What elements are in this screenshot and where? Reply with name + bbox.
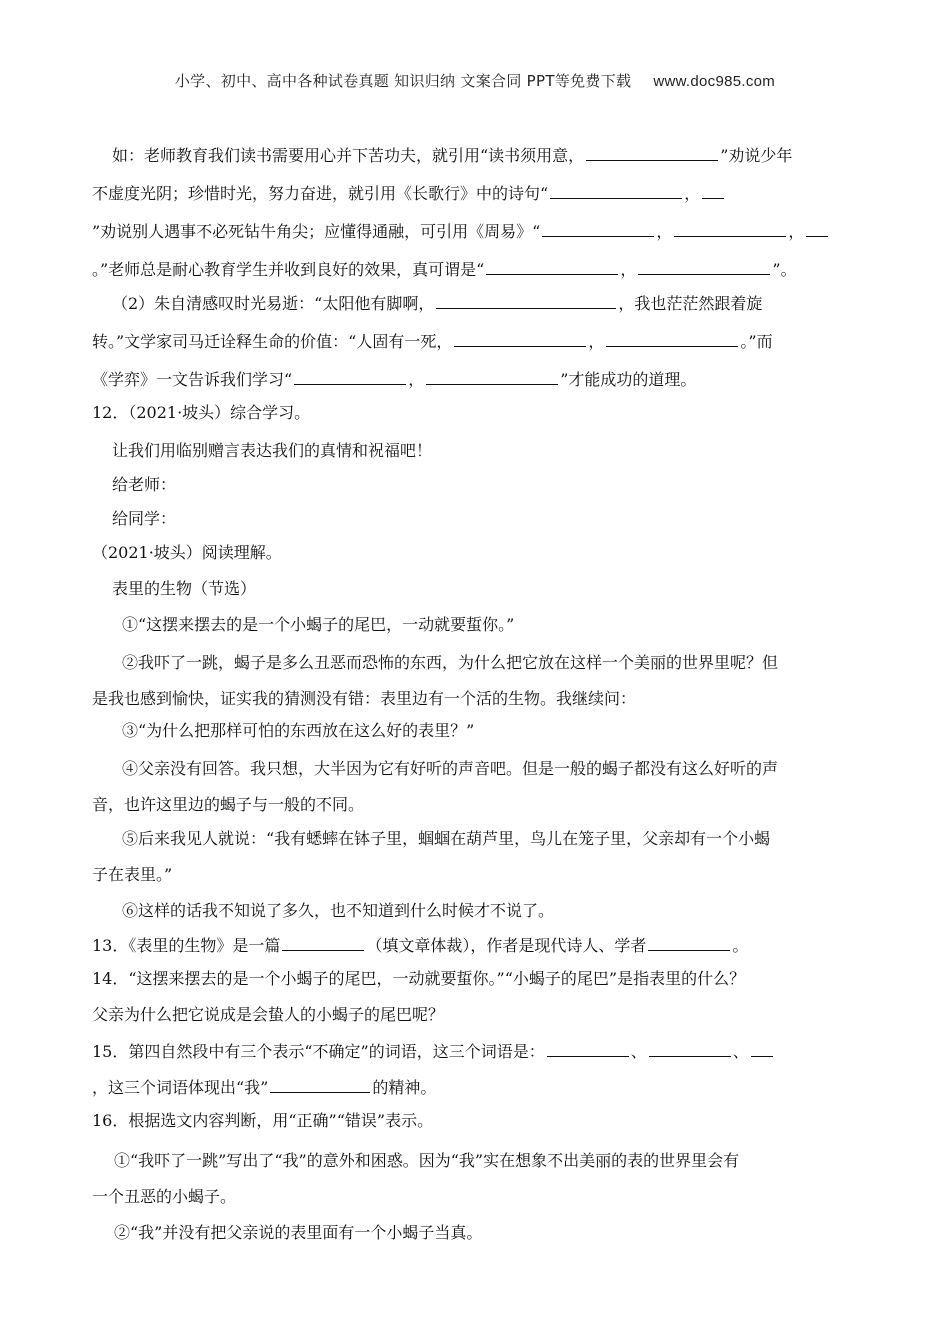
text-span: ， — [408, 370, 425, 389]
text-line — [92, 182, 872, 205]
passage-paragraph: ⑥这样的话我不知说了多久，也不知道到什么时候才不说了。 — [122, 901, 555, 920]
answer-blank[interactable] — [282, 934, 364, 951]
text-span: 转。”文学家司马迁诠释生命的价值：“人固有一死， — [92, 332, 453, 351]
question-12: 12．（2021·坡头）综合学习。 — [92, 403, 311, 422]
label-to-classmate: 给同学： — [112, 509, 177, 528]
text-line: 让我们用临别赠言表达我们的真情和祝福吧！ — [112, 441, 433, 460]
text-span: ”劝说少年 — [720, 146, 793, 165]
page-header — [0, 70, 950, 91]
text-span: ， — [684, 184, 701, 203]
passage-title: 表里的生物（节选） — [112, 579, 257, 598]
text-span: 、 — [732, 1042, 749, 1061]
answer-blank[interactable] — [649, 1040, 731, 1057]
answer-blank[interactable] — [542, 220, 654, 237]
text-span: ， — [620, 260, 637, 279]
text-line: 父亲为什么把它说成是会蛰人的小蝎子的尾巴呢？ — [92, 1005, 445, 1024]
answer-blank[interactable] — [270, 1076, 370, 1093]
text-span: ”劝说别人遇事不必死钻牛角尖；应懂得通融，可引用《周易》“ — [92, 222, 541, 241]
text-span: ， — [588, 332, 605, 351]
text-line — [92, 220, 872, 243]
answer-blank[interactable] — [702, 182, 724, 199]
header-text: 小学、初中、高中各种试卷真题 知识归纳 文案合同 PPT等免费下载 — [174, 72, 632, 90]
text-span: ，我也茫茫然跟着旋 — [618, 294, 763, 313]
text-span: 13．《表里的生物》是一篇 — [92, 936, 281, 955]
text-span: ， — [788, 222, 805, 241]
answer-blank[interactable] — [751, 1040, 773, 1057]
text-line — [112, 144, 892, 167]
text-span: 如：老师教育我们读书需要用心并下苦功夫，就引用“读书须用意， — [112, 146, 585, 165]
text-span: 《学弈》一文告诉我们学习“ — [92, 370, 293, 389]
answer-blank[interactable] — [606, 330, 738, 347]
answer-blank[interactable] — [294, 368, 406, 385]
text-span: 不虚度光阴；珍惜时光，努力奋进，就引用《长歌行》中的诗句“ — [92, 184, 549, 203]
text-span: 的精神。 — [372, 1078, 437, 1097]
section-reading: （2021·坡头）阅读理解。 — [92, 543, 282, 562]
answer-blank[interactable] — [806, 220, 828, 237]
answer-blank[interactable] — [674, 220, 786, 237]
question-15 — [92, 1040, 872, 1063]
label-to-teacher: 给老师： — [112, 475, 177, 494]
text-span: 、 — [630, 1042, 647, 1061]
question-13 — [92, 934, 872, 957]
passage-paragraph: ④父亲没有回答。我只想，大半因为它有好听的声音吧。但是一般的蝎子都没有这么好听的声 — [122, 759, 779, 778]
answer-blank[interactable] — [550, 182, 682, 199]
text-line — [112, 292, 892, 315]
answer-blank[interactable] — [648, 934, 730, 951]
question-14: 14．“这摆来摆去的是一个小蝎子的尾巴，一动就要蜇你。”“小蝎子的尾巴”是指表里的什么？ — [92, 969, 746, 988]
answer-blank[interactable] — [486, 258, 618, 275]
answer-blank[interactable] — [638, 258, 770, 275]
passage-paragraph: 是我也感到愉快，证实我的猜测没有错：表里边有一个活的生物。我继续问： — [92, 689, 637, 708]
passage-paragraph: ②我吓了一跳，蝎子是多么丑恶而恐怖的东西，为什么把它放在这样一个美丽的世界里呢？但 — [122, 653, 779, 672]
text-span: ，这三个词语体现出“我” — [92, 1078, 269, 1097]
passage-paragraph: ⑤后来我见人就说：“我有蟋蟀在钵子里，蝈蝈在葫芦里，鸟儿在笼子里，父亲却有一个小蝎 — [122, 829, 771, 848]
question-16: 16．根据选文内容判断，用“正确”“错误”表示。 — [92, 1111, 434, 1130]
text-span: 15．第四自然段中有三个表示“不确定”的词语，这三个词语是： — [92, 1042, 545, 1061]
header-url: www.doc985.com — [653, 73, 776, 90]
judgement-item: ①“我吓了一跳”写出了“我”的意外和困惑。因为“我”实在想象不出美丽的表的世界里会有 — [114, 1151, 740, 1170]
text-line — [92, 258, 872, 281]
text-span: （填文章体裁），作者是现代诗人、学者 — [366, 936, 647, 955]
text-line — [92, 330, 872, 353]
passage-paragraph: ③“为什么把那样可怕的东西放在这么好的表里？” — [122, 721, 475, 740]
text-line — [92, 1076, 872, 1099]
text-span: （2）朱自清感叹时光易逝：“太阳他有脚啊， — [112, 294, 435, 313]
passage-paragraph: ①“这摆来摆去的是一个小蝎子的尾巴，一动就要蜇你。” — [122, 615, 515, 634]
passage-paragraph: 子在表里。” — [92, 865, 173, 884]
judgement-item: ②“我”并没有把父亲说的表里面有一个小蝎子当真。 — [114, 1223, 483, 1242]
answer-blank[interactable] — [454, 330, 586, 347]
text-span: 。”老师总是耐心教育学生并收到良好的效果，真可谓是“ — [92, 260, 485, 279]
text-span: 。”而 — [740, 332, 773, 351]
answer-blank[interactable] — [547, 1040, 629, 1057]
answer-blank[interactable] — [586, 144, 718, 161]
text-span: 。 — [732, 936, 749, 955]
answer-blank[interactable] — [436, 292, 616, 309]
answer-blank[interactable] — [426, 368, 558, 385]
text-line — [92, 368, 872, 391]
text-span: ”才能成功的道理。 — [560, 370, 697, 389]
passage-paragraph: 音，也许这里边的蝎子与一般的不同。 — [92, 795, 365, 814]
text-line: 一个丑恶的小蝎子。 — [92, 1187, 237, 1206]
text-span: ”。 — [772, 260, 797, 279]
text-span: ， — [656, 222, 673, 241]
